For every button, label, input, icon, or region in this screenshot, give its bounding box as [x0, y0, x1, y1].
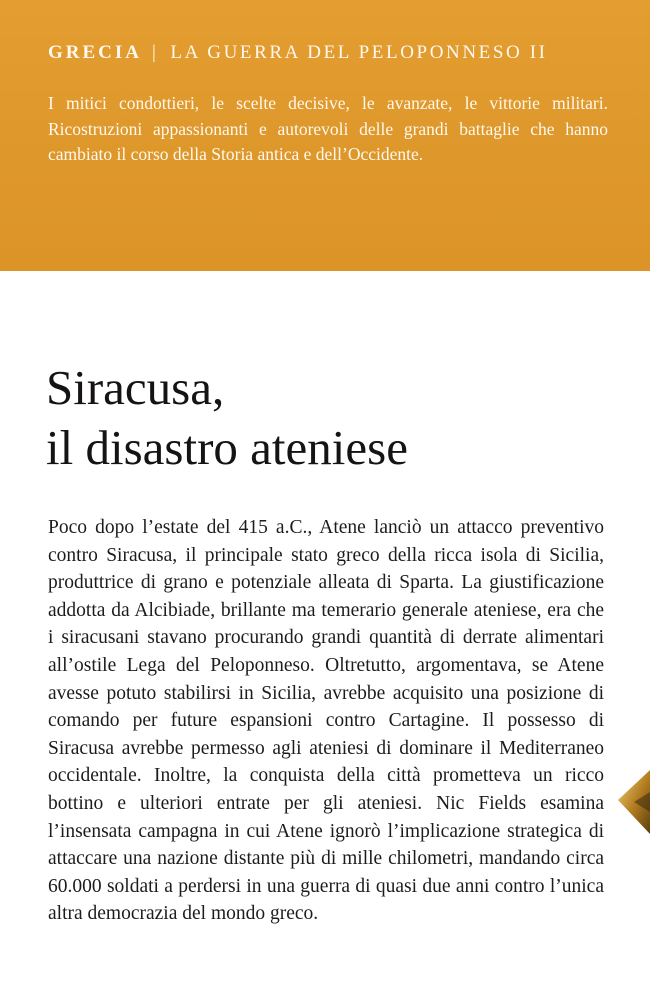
decorative-edge-ornament	[616, 762, 650, 842]
series-heading	[48, 42, 628, 64]
book-title-line-2: il disastro ateniese	[46, 420, 408, 475]
series-title: LA GUERRA DEL PELOPONNESO II	[170, 42, 548, 63]
orange-header-banner	[0, 0, 650, 271]
book-title	[46, 358, 606, 478]
country-label: GRECIA	[48, 42, 143, 63]
series-blurb: I mitici condottieri, le scelte decisive, le avanzate, le vittorie militari. Ricostruzioni appassionanti e autorevoli delle grandi battaglie che hanno cambiato il corso della Storia antica e dell’Occidente.	[48, 93, 608, 164]
heading-separator: |	[152, 42, 159, 63]
description-paragraph: Poco dopo l’estate del 415 a.C., Atene lanciò un attacco preventivo contro Siracusa, il principale stato greco della ricca isola di Sicilia, produttrice di grano e potenziale alleata di Sparta. La giustificazione addotta da Alcibiade, brillante ma temerario generale ateniese, era che i siracusani stavano procurando grandi quantità di derrate alimentari all’ostile Lega del Peloponneso. Oltretutto, argomentava, se Atene avesse potuto stabilirsi in Sicilia, avrebbe acquisito una posizione di comando per future espansioni contro Cartagine. Il possesso di Siracusa avrebbe permesso agli ateniesi di dominare il Mediterraneo occidentale. Inoltre, la conquista della città prometteva un ricco bottino e ulteriori entrate per gli ateniesi. Nic Fields esamina l’insensata campagna in cui Atene ignorò l’implicazione strategica di attaccare una nazione distante più di mille chilometri, mandando circa 60.000 soldati a perdersi in una guerra di quasi due anni contro l’unica altra democrazia del mondo greco.	[48, 517, 604, 925]
book-title-line-1: Siracusa,	[46, 360, 225, 415]
